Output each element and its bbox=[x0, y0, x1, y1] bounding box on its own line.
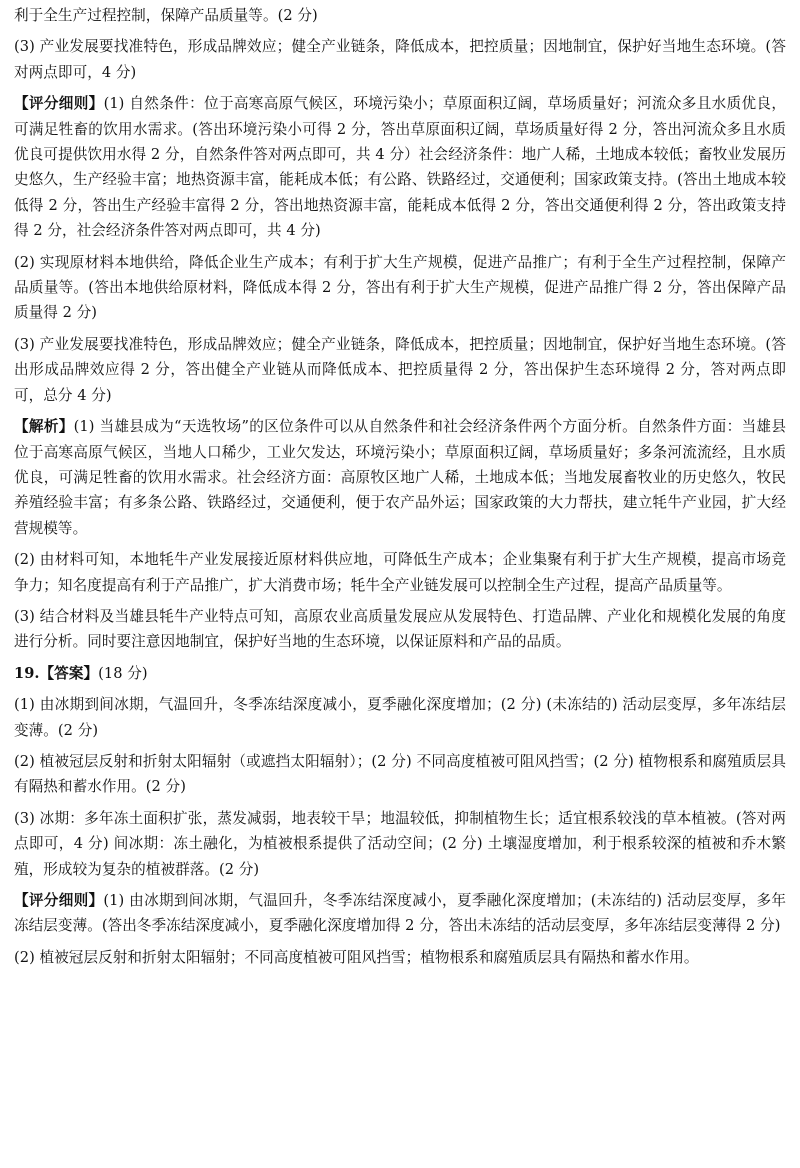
paragraph-text: (3) 产业发展要找准特色，形成品牌效应；健全产业链条，降低成本，把控质量；因地制宜，保护好当地生态环境。(答对两点即可，4 分) bbox=[14, 38, 786, 81]
paragraph-text: (2) 植被冠层反射和折射太阳辐射（或遮挡太阳辐射）；(2 分) 不同高度植被可阻风挡雪；(2 分) 植物根系和腐殖质层具有隔热和蓄水作用。(2 分) bbox=[14, 752, 786, 796]
paragraph-text: (1) 当雄县成为“天选牧场”的区位条件可以从自然条件和社会经济条件两个方面分析。自然条件方面：当雄县位于高寒高原气候区，当地人口稀少，工业欠发达，环境污染小；草原面积辽阔，草场质量好；多条河流流经，且水质优良，可满足牲畜的饮用水需求。社会经济方面：高原牧区地广人稀，土地成本低；当地发展畜牧业的历史悠久，牧民养殖经验丰富；有多条公路、铁路经过，交通便利，便于农产品外运；国家政策的大力帮扶，建立牦牛产业园，扩大经营规模等。 bbox=[14, 418, 786, 537]
paragraph-text: (2) 由材料可知，本地牦牛产业发展接近原材料供应地，可降低生产成本；企业集聚有利于扩大生产规模，提高市场竞争力；知名度提高有利于产品推广，扩大消费市场；牦牛全产业链发展可以控制全生产过程，提高产品质量等。 bbox=[14, 551, 786, 594]
scoring-details-paragraph bbox=[14, 332, 786, 408]
scoring-details-paragraph bbox=[14, 945, 786, 970]
scoring-details-paragraph bbox=[14, 91, 786, 243]
paragraph-text: (1) 由冰期到间冰期，气温回升，冬季冻结深度减小，夏季融化深度增加；(未冻结的) 活动层变厚，多年冻结层变薄。(答出冬季冻结深度减小，夏季融化深度增加得 2 分，答出未冻结的活动层变厚，多年冻结层变薄得 2 分) bbox=[14, 892, 786, 935]
analysis-paragraph bbox=[14, 414, 786, 541]
scoring-details-paragraph bbox=[14, 888, 786, 939]
paragraph-text: (1) 由冰期到间冰期，气温回升，冬季冻结深度减小，夏季融化深度增加；(2 分) (未冻结的) 活动层变厚，多年冻结层变薄。(2 分) bbox=[14, 696, 786, 739]
answer-paragraph bbox=[14, 692, 786, 743]
answer-paragraph bbox=[14, 3, 786, 28]
paragraph-label: 【解析】 bbox=[14, 418, 74, 436]
paragraph-text: (3) 产业发展要找准特色，形成品牌效应；健全产业链条，降低成本，把控质量；因地制宜，保护好当地生态环境。(答出形成品牌效应得 2 分，答出健全产业链从而降低成本、把控质量得 2 分，答出保护生态环境得 2 分，答对两点即可，总分 4 分) bbox=[14, 335, 786, 404]
paragraph-label: 【评分细则】 bbox=[14, 892, 104, 909]
analysis-paragraph bbox=[14, 547, 786, 598]
paragraph-text: (1) 自然条件：位于高寒高原气候区，环境污染小；草原面积辽阔，草场质量好；河流众多且水质优良，可满足牲畜的饮用水需求。(答出环境污染小可得 2 分，答出草原面积辽阔，草场质量好得 2 分，答出河流众多且水质优良可提供饮用水得 2 分，自然条件答对两点即可，共 4 分）社会经济条件：地广人稀，土地成本较低；畜牧业发展历史悠久，生产经验丰富；地热资源丰富，能耗成本低；有公路、铁路经过，交通便利；国家政策支持。(答出土地成本较低得 2 分，答出生产经验丰富得 2 分，答出地热资源丰富，能耗成本低得 2 分，答出交通便利得 2 分，答出政策支持得 2 分，社会经济条件答对两点即可，共 4 分) bbox=[14, 95, 786, 240]
paragraph-text: (2) 植被冠层反射和折射太阳辐射；不同高度植被可阻风挡雪；植物根系和腐殖质层具有隔热和蓄水作用。 bbox=[14, 948, 699, 966]
question-heading bbox=[14, 661, 786, 686]
paragraph-text: (2) 实现原材料本地供给，降低企业生产成本；有利于扩大生产规模，促进产品推广；有利于全生产过程控制，保障产品质量等。(答出本地供给原材料，降低成本得 2 分，答出有利于扩大生产规模，促进产品推广得 2 分，答出保障产品质量得 2 分) bbox=[14, 253, 786, 322]
analysis-paragraph bbox=[14, 604, 786, 655]
answer-paragraph bbox=[14, 749, 786, 800]
paragraph-text: (3) 结合材料及当雄县牦牛产业特点可知，高原农业高质量发展应从发展特色、打造品牌、产业化和规模化发展的角度进行分析。同时要注意因地制宜，保护好当地的生态环境，以保证原料和产品的品质。 bbox=[14, 607, 786, 651]
answer-paragraph bbox=[14, 806, 786, 882]
paragraph-text: (18 分) bbox=[98, 664, 148, 682]
paragraph-text: (3) 冰期：多年冻土面积扩张，蒸发减弱，地表较干旱；地温较低，抑制植物生长；适宜根系较浅的草本植被。(答对两点即可，4 分) 间冰期：冻土融化，为植被根系提供了活动空间；(2 分) 土壤湿度增加，利于根系较深的植被和乔木繁殖，形成较为复杂的植被群落。(2 分) bbox=[14, 809, 786, 878]
scoring-details-paragraph bbox=[14, 250, 786, 326]
paragraph-label: 【评分细则】 bbox=[14, 95, 104, 113]
paragraph-text: 利于全生产过程控制，保障产品质量等。(2 分) bbox=[14, 7, 318, 24]
paragraph-label: 19.【答案】 bbox=[14, 664, 99, 682]
answer-paragraph bbox=[14, 34, 786, 85]
